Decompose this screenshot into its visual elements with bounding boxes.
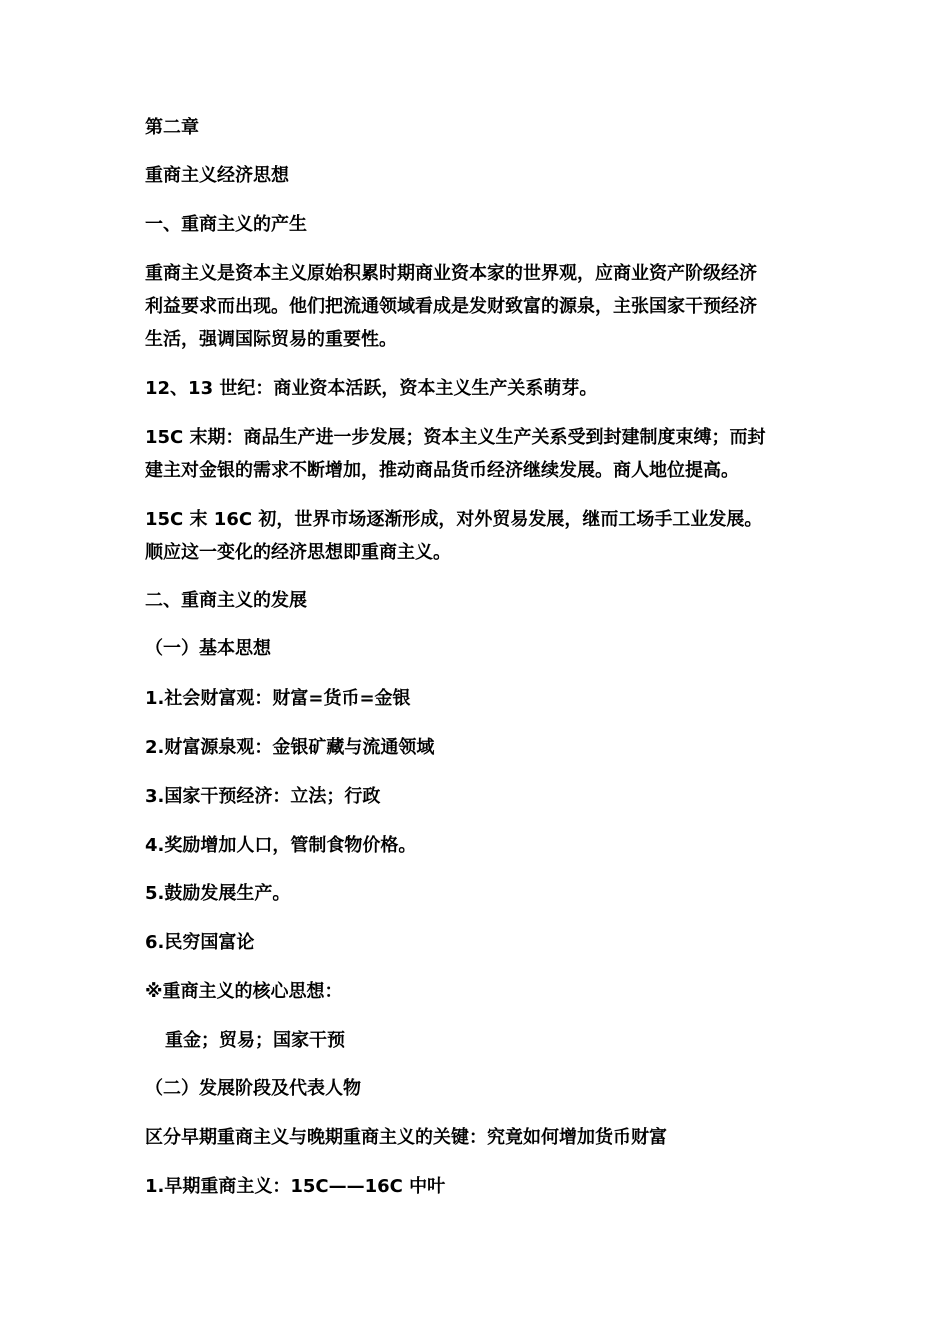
paragraph-12-13-century: 12、13 世纪：商业资本活跃，资本主义生产关系萌芽。 <box>145 378 598 399</box>
core-idea-label: ※重商主义的核心思想： <box>145 981 343 1002</box>
list-item-poor-people-rich-state: 6.民穷国富论 <box>145 932 255 953</box>
list-item-wealth-source: 2.财富源泉观：金银矿藏与流通领域 <box>145 737 435 758</box>
section-2-heading: 二、重商主义的发展 <box>145 590 307 611</box>
paragraph-15c-late <box>145 421 810 487</box>
paragraph-15c-late-line-2: 建主对金银的需求不断增加，推动商品货币经济继续发展。商人地位提高。 <box>145 460 739 481</box>
subsection-stages: （二）发展阶段及代表人物 <box>145 1078 361 1099</box>
list-item-state-intervention: 3.国家干预经济：立法；行政 <box>145 786 381 807</box>
section-1-heading: 一、重商主义的产生 <box>145 214 307 235</box>
core-idea-value: 重金；贸易；国家干预 <box>165 1030 345 1051</box>
paragraph-15c-16c <box>145 503 810 569</box>
list-item-wealth-view: 1.社会财富观：财富=货币=金银 <box>145 688 411 709</box>
paragraph-15c-late-line-1: 15C 末期：商品生产进一步发展；资本主义生产关系受到封建制度束缚；而封 <box>145 427 766 448</box>
list-item-production: 5.鼓励发展生产。 <box>145 883 291 904</box>
paragraph-15c-16c-line-1: 15C 末 16C 初，世界市场逐渐形成，对外贸易发展，继而工场手工业发展。 <box>145 509 763 530</box>
chapter-label: 第二章 <box>145 117 199 138</box>
chapter-title: 重商主义经济思想 <box>145 165 289 186</box>
paragraph-origin-line-2: 利益要求而出现。他们把流通领域看成是发财致富的源泉，主张国家干预经济 <box>145 296 757 317</box>
key-distinction-line: 区分早期重商主义与晚期重商主义的关键：究竟如何增加货币财富 <box>145 1127 667 1148</box>
paragraph-origin-line-1: 重商主义是资本主义原始积累时期商业资本家的世界观，应商业资产阶级经济 <box>145 263 757 284</box>
paragraph-origin <box>145 257 810 356</box>
subsection-basic-ideas: （一）基本思想 <box>145 638 271 659</box>
paragraph-origin-line-3: 生活，强调国际贸易的重要性。 <box>145 329 397 350</box>
early-mercantilism-line: 1.早期重商主义：15C——16C 中叶 <box>145 1176 446 1197</box>
list-item-population: 4.奖励增加人口，管制食物价格。 <box>145 835 417 856</box>
paragraph-15c-16c-line-2: 顺应这一变化的经济思想即重商主义。 <box>145 542 451 563</box>
